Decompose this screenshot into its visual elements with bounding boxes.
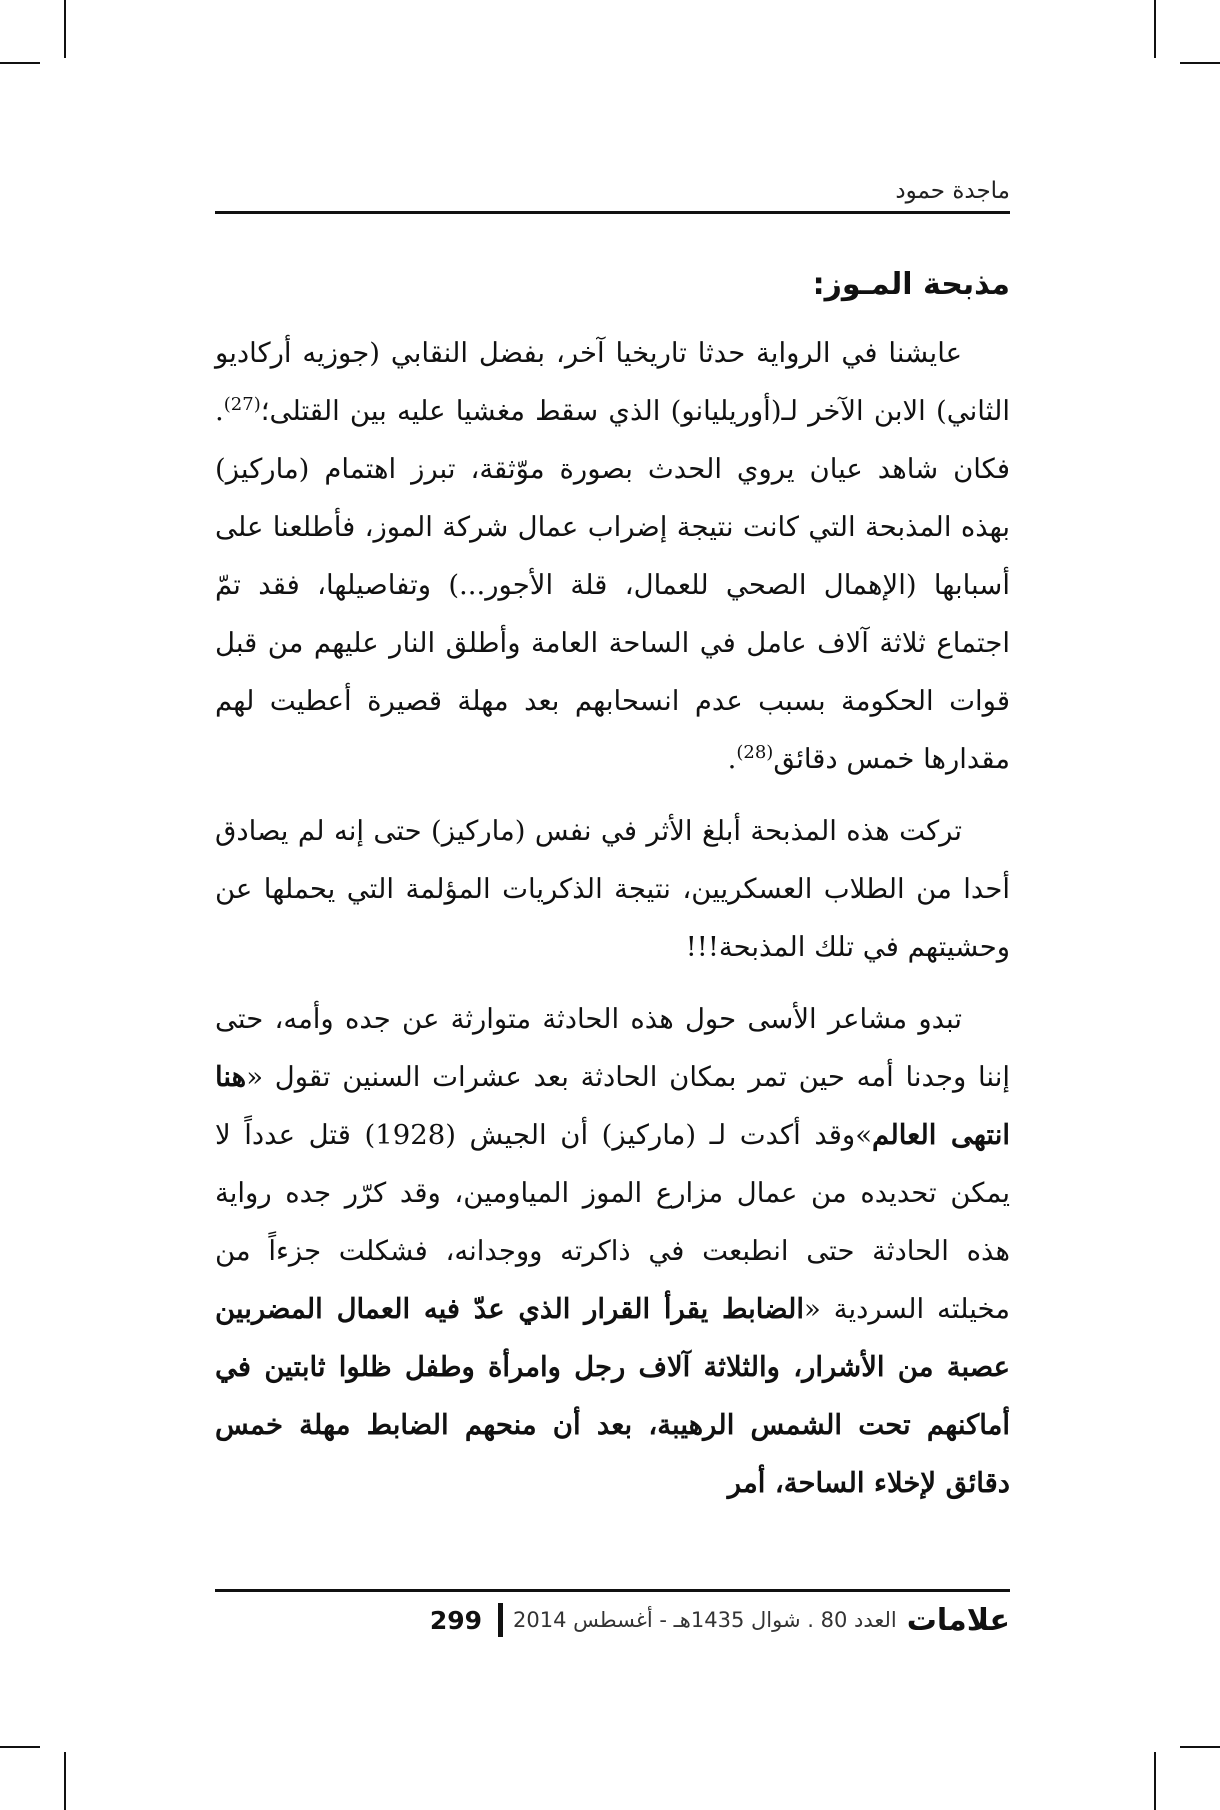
paragraph-3 (215, 990, 1010, 1512)
quote-bold-1: هنا انتهى العالم (215, 1061, 1011, 1151)
article-body (215, 260, 1010, 1512)
paragraph-1-text-b: . فكان شاهد عيان يروي الحدث بصورة موّثقة، تبرز اهتمام (ماركيز) بهذه المذبحة التي كانت نتيجة إضراب عمال شركة الموز، فأطلعنا على أسبابها (الإهمال الصحي للعمال، قلة الأجور...) وتفاصيلها، فقد تمّ اجتماع ثلاثة آلاف عامل في الساحة العامة وأطلق النار عليهم من قبل قوات الحكومة بسبب عدم انسحابهم بعد مهلة قصيرة أعطيت لهم مقدارها خمس دقائق (215, 395, 1010, 775)
paragraph-2: تركت هذه المذبحة أبلغ الأثر في نفس (ماركيز) حتى إنه لم يصادق أحدا من الطلاب العسكريين، نتيجة الذكريات المؤلمة التي يحملها عن وحشيتهم في تلك المذبحة!!! (215, 815, 1010, 963)
crop-mark (0, 1746, 40, 1748)
quote-bold-2: الضابط يقرأ القرار الذي عدّ فيه العمال المضربين عصبة من الأشرار، والثلاثة آلاف رجل وامرأة وطفل ظلوا ثابتين في أماكنهم تحت الشمس الرهيبة، بعد أن منحهم الضابط مهلة خمس دقائق لإخلاء الساحة، أمر (215, 1293, 1010, 1499)
crop-mark (64, 1752, 66, 1810)
crop-mark (0, 62, 40, 64)
crop-mark (1154, 0, 1156, 58)
crop-mark (1154, 1752, 1156, 1810)
crop-mark (64, 0, 66, 58)
footer-rule (215, 1589, 1010, 1592)
paragraph-3-text-a: تبدو مشاعر الأسى حول هذه الحادثة متوارثة عن جده وأمه، حتى إننا وجدنا أمه حين تمر بمكان الحادثة بعد عشرات السنين تقول « (215, 1003, 1010, 1093)
page-number: 299 (429, 1605, 483, 1635)
journal-logo: علامات (906, 1602, 1010, 1638)
paragraph-3-text-b: »وقد أكدت لـ (ماركيز) أن الجيش (1928) قتل عدداً لا يمكن تحديده من عمال مزارع الموز المياومين، وقد كرّر جده رواية هذه الحادثة حتى انطبعت في ذاكرته ووجدانه، فشكلت جزءاً من مخيلته السردية « (215, 1119, 1010, 1325)
section-title: مذبحة المـوز: (812, 267, 1010, 302)
running-header-author: ماجدة حمود (895, 178, 1010, 204)
crop-mark (1180, 1746, 1220, 1748)
paragraph-1-text-c: . (727, 743, 737, 775)
issue-info: العدد 80 . شوال 1435هـ - أغسطس 2014 (513, 1608, 897, 1632)
footnote-28: (28) (736, 741, 774, 763)
paragraph-1 (215, 324, 1010, 788)
paragraph-1-text-a: عايشنا في الرواية حدثا تاريخيا آخر، بفضل النقابي (جوزيه أركاديو الثاني) الابن الآخر لـ(أوريليانو) الذي سقط مغشيا عليه بين القتلى؛ (215, 337, 1010, 427)
crop-mark (1180, 62, 1220, 64)
page-footer (215, 1598, 1010, 1642)
footer-separator (498, 1603, 503, 1637)
footnote-27: (27) (223, 393, 261, 415)
header-rule (215, 211, 1010, 214)
